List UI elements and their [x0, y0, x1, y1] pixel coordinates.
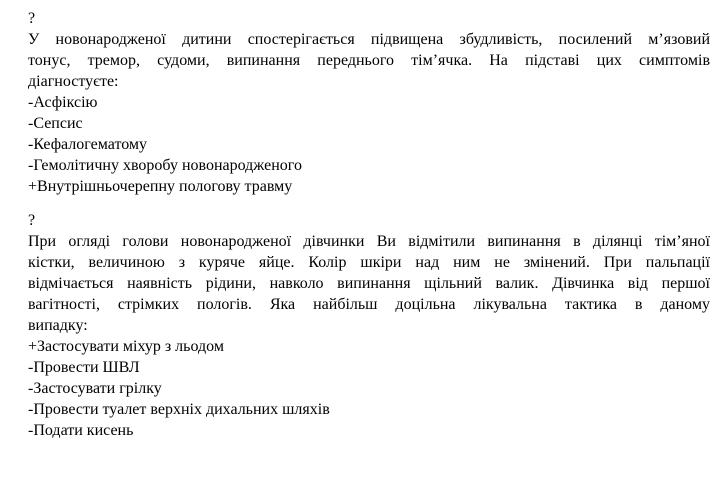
answer-option: -Провести ШВЛ — [28, 359, 140, 376]
answer-option: -Кефалогематому — [28, 136, 148, 153]
answer-option: -Гемолітичну хворобу новонародженого — [28, 157, 302, 174]
question-marker: ? — [28, 212, 36, 229]
question-text-line: випадку: — [28, 317, 88, 334]
question-text-line: вагітності, стрімких пологів. Яка найбільш доцільна лікувальна тактика в даному — [28, 296, 710, 313]
answer-option-correct: +Застосувати міхур з льодом — [28, 338, 224, 355]
question-text-line: відмічається наявність рідини, навколо випинання щільний валик. Дівчинка від першої — [28, 275, 710, 292]
answer-option-correct: +Внутрішньочерепну пологову травму — [28, 178, 293, 195]
question-marker: ? — [28, 10, 36, 27]
answer-option: -Провести туалет верхніх дихальних шляхів — [28, 401, 330, 418]
answer-option: -Подати кисень — [28, 422, 134, 439]
question-text-line: У новонародженої дитини спостерігається підвищена збудливість, посилений м’язовий — [28, 31, 710, 48]
question-text-line: діагностуєте: — [28, 73, 119, 90]
question-text-line: тонус, тремор, судоми, випинання переднього тім’ячка. На підставі цих симптомів — [28, 52, 710, 69]
question-text-line: При огляді голови новонародженої дівчинки Ви відмітили випинання в ділянці тім’яної — [28, 233, 710, 250]
question-2 — [28, 210, 710, 441]
answer-option: -Сепсис — [28, 115, 83, 132]
paragraph-gap — [28, 197, 710, 210]
document-page — [28, 8, 710, 441]
question-1 — [28, 8, 710, 197]
answer-option: -Застосувати грілку — [28, 380, 162, 397]
question-text-line: кістки, величиною з куряче яйце. Колір шкіри над ним не змінений. При пальпації — [28, 254, 710, 271]
answer-option: -Асфіксію — [28, 94, 98, 111]
